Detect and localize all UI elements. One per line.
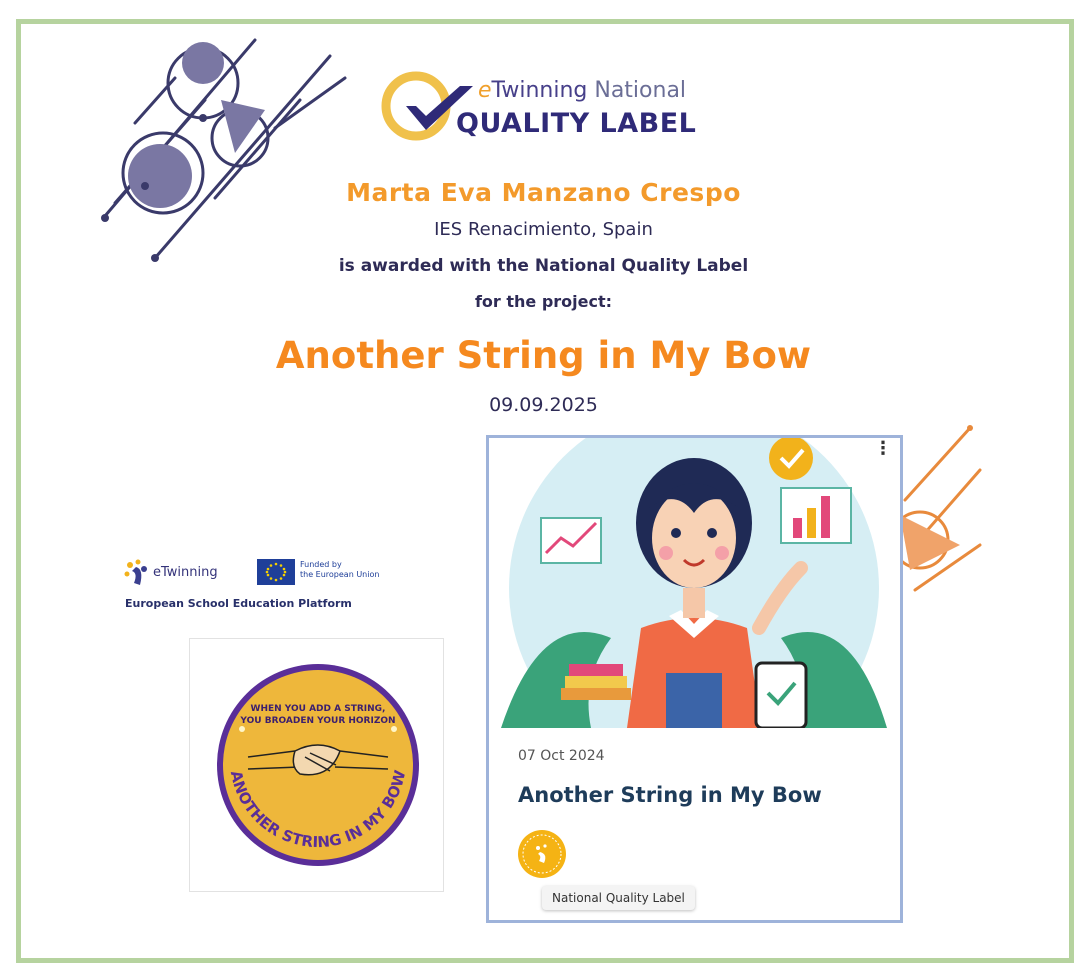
project-badge: [190, 639, 443, 891]
footer-logos: [120, 555, 420, 615]
project-card-illustration: [501, 438, 887, 728]
platform-text: European School Education Platform: [125, 597, 352, 610]
logo-quality-label: QUALITY LABEL: [456, 108, 697, 139]
badge-top-line-2: YOU BROADEN YOUR HORIZON: [240, 716, 396, 726]
for-project-text: for the project:: [474, 292, 613, 311]
card-date: 07 Oct 2024: [518, 748, 605, 764]
national-quality-label-chip[interactable]: National Quality Label: [542, 886, 695, 910]
etwinning-label: eTwinning: [153, 565, 218, 580]
badge-ring-text: ANOTHER STRING IN MY BOW: [226, 768, 410, 852]
recipient-name: Marta Eva Manzano Crespo: [346, 178, 741, 207]
card-menu-icon[interactable]: ⋮: [874, 438, 892, 459]
etwinning-stars-icon: [122, 557, 152, 587]
logo-e-prefix: e: [478, 78, 492, 103]
logo-brand-name: Twinning: [491, 78, 588, 103]
quality-label-badge-icon: [518, 830, 566, 878]
badge-top-line-1: WHEN YOU ADD A STRING,: [250, 704, 386, 714]
project-title: Another String in My Bow: [275, 334, 812, 377]
project-badge-box: [189, 638, 444, 892]
funded-by-eu-text: Funded by the European Union: [300, 560, 380, 579]
logo-brand-line: [478, 78, 686, 103]
logo-national: National: [594, 78, 687, 103]
school-name: IES Renacimiento, Spain: [434, 219, 653, 240]
eu-flag-icon: [257, 559, 295, 585]
project-card[interactable]: [486, 435, 903, 923]
card-title[interactable]: Another String in My Bow: [518, 783, 822, 807]
award-date: 09.09.2025: [489, 394, 598, 416]
awarded-text: is awarded with the National Quality Label: [338, 256, 749, 276]
etwinning-quality-label-logo: [378, 68, 708, 148]
